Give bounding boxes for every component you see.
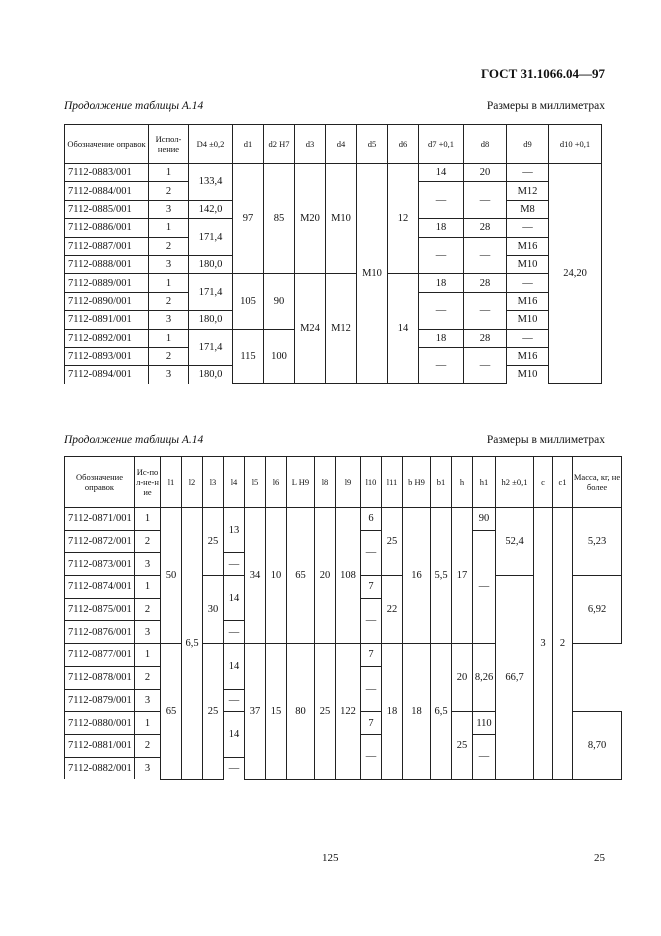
cell: M10: [507, 311, 549, 329]
code-cell: 7112-0871/001: [65, 508, 135, 531]
cell: —: [224, 757, 245, 779]
cell: 18: [403, 644, 431, 780]
cell: —: [361, 734, 382, 779]
col-header: l11: [382, 457, 403, 508]
isp-cell: 3: [135, 689, 161, 712]
code-cell: 7112-0880/001: [65, 712, 135, 735]
isp-cell: 2: [149, 237, 189, 255]
col-header: h1: [473, 457, 496, 508]
cell: 10: [266, 508, 287, 644]
cell: 2: [553, 508, 573, 780]
cell: 108: [336, 508, 361, 644]
cell: 17: [452, 508, 473, 644]
code-cell: 7112-0878/001: [65, 666, 135, 689]
isp-cell: 3: [135, 553, 161, 576]
cell: M10: [326, 164, 357, 274]
cell: 6,5: [431, 644, 452, 780]
cell: —: [361, 530, 382, 575]
table-row: [65, 508, 622, 531]
isp-cell: 3: [149, 311, 189, 329]
cell: M12: [507, 182, 549, 200]
code-cell: 7112-0877/001: [65, 644, 135, 667]
code-cell: 7112-0882/001: [65, 757, 135, 779]
cell: M16: [507, 347, 549, 365]
table1: [64, 124, 602, 384]
cell: —: [419, 182, 464, 219]
cell: 90: [264, 274, 295, 329]
isp-cell: 1: [149, 219, 189, 237]
code-cell: 7112-0892/001: [65, 329, 149, 347]
cell: 13: [224, 508, 245, 553]
cell: 20: [315, 508, 336, 644]
cell: 30: [203, 576, 224, 644]
code-cell: 7112-0872/001: [65, 530, 135, 553]
cell: M10: [507, 255, 549, 273]
isp-cell: 2: [149, 347, 189, 365]
document-header: ГОСТ 31.1066.04—97: [480, 66, 605, 81]
cell: 14: [224, 712, 245, 757]
col-header: c1: [553, 457, 573, 508]
cell: 8,26: [473, 644, 496, 712]
cell: 65: [161, 644, 182, 780]
col-header: l1: [161, 457, 182, 508]
cell: 28: [464, 219, 507, 237]
col-header: l3: [203, 457, 224, 508]
isp-cell: 3: [135, 757, 161, 779]
cell: 66,7: [496, 576, 534, 780]
code-cell: 7112-0879/001: [65, 689, 135, 712]
col-header: Обозначение оправок: [65, 457, 135, 508]
cell: —: [419, 292, 464, 329]
isp-cell: 1: [135, 576, 161, 599]
cell: —: [464, 347, 507, 383]
col-header: d8: [464, 125, 507, 164]
cell: 171,4: [189, 329, 233, 366]
isp-cell: 3: [149, 255, 189, 273]
isp-cell: 3: [135, 621, 161, 644]
cell: 6,5: [182, 508, 203, 780]
cell: 180,0: [189, 366, 233, 384]
cell: 15: [266, 644, 287, 780]
col-header: l9: [336, 457, 361, 508]
col-header: b1: [431, 457, 452, 508]
cell: 18: [419, 219, 464, 237]
cell: 171,4: [189, 219, 233, 256]
isp-cell: 2: [135, 598, 161, 621]
page-number-right: 25: [594, 852, 605, 864]
isp-cell: 1: [135, 508, 161, 531]
cell: —: [224, 689, 245, 712]
col-header: Обозначение оправок: [65, 125, 149, 164]
cell: 6: [361, 508, 382, 531]
code-cell: 7112-0887/001: [65, 237, 149, 255]
cell: —: [361, 598, 382, 643]
page-number-center: 125: [322, 852, 339, 864]
col-header: l10: [361, 457, 382, 508]
code-cell: 7112-0889/001: [65, 274, 149, 292]
cell: 52,4: [496, 508, 534, 576]
cell: —: [464, 292, 507, 329]
col-header: l2: [182, 457, 203, 508]
code-cell: 7112-0894/001: [65, 366, 149, 384]
col-header: d4: [326, 125, 357, 164]
cell: 171,4: [189, 274, 233, 311]
col-header: Масса, кг, не более: [573, 457, 622, 508]
cell: 7: [361, 644, 382, 667]
cell: 142,0: [189, 200, 233, 218]
cell: 28: [464, 329, 507, 347]
cell: 133,4: [189, 164, 233, 201]
table2-header-row: [65, 457, 622, 508]
cell: 18: [382, 644, 403, 780]
table1-caption: Продолжение таблицы А.14: [64, 100, 204, 112]
cell: —: [507, 164, 549, 182]
cell: M10: [357, 164, 388, 384]
code-cell: 7112-0886/001: [65, 219, 149, 237]
code-cell: 7112-0883/001: [65, 164, 149, 182]
cell: 25: [315, 644, 336, 780]
cell: M12: [326, 274, 357, 384]
cell: M24: [295, 274, 326, 384]
isp-cell: 2: [135, 666, 161, 689]
code-cell: 7112-0890/001: [65, 292, 149, 310]
col-header: d2 H7: [264, 125, 295, 164]
table2-caption: Продолжение таблицы А.14: [64, 434, 204, 446]
cell: —: [224, 621, 245, 644]
cell: 3: [534, 508, 553, 780]
cell: 25: [452, 712, 473, 780]
code-cell: 7112-0874/001: [65, 576, 135, 599]
col-header: d7 +0,1: [419, 125, 464, 164]
code-cell: 7112-0884/001: [65, 182, 149, 200]
cell: —: [507, 329, 549, 347]
col-header: h2 ±0,1: [496, 457, 534, 508]
col-header: d1: [233, 125, 264, 164]
cell: —: [419, 347, 464, 383]
cell: 37: [245, 644, 266, 780]
cell: 25: [203, 644, 224, 780]
col-header: d6: [388, 125, 419, 164]
cell: 122: [336, 644, 361, 780]
code-cell: 7112-0873/001: [65, 553, 135, 576]
isp-cell: 2: [149, 182, 189, 200]
cell: 105: [233, 274, 264, 329]
col-header: d5: [357, 125, 388, 164]
cell: 14: [419, 164, 464, 182]
col-header: l4: [224, 457, 245, 508]
isp-cell: 3: [149, 200, 189, 218]
cell: 25: [382, 508, 403, 576]
cell: —: [224, 553, 245, 576]
code-cell: 7112-0888/001: [65, 255, 149, 273]
cell: —: [473, 530, 496, 643]
cell: M20: [295, 164, 326, 274]
col-header: l5: [245, 457, 266, 508]
code-cell: 7112-0876/001: [65, 621, 135, 644]
cell: 180,0: [189, 311, 233, 329]
cell: —: [464, 237, 507, 274]
cell: —: [507, 274, 549, 292]
cell: 18: [419, 329, 464, 347]
col-header: l6: [266, 457, 287, 508]
cell: 85: [264, 164, 295, 274]
cell: M10: [507, 366, 549, 384]
cell: 90: [473, 508, 496, 531]
cell: 16: [403, 508, 431, 644]
col-header: L H9: [287, 457, 315, 508]
cell: 28: [464, 274, 507, 292]
cell: 12: [388, 164, 419, 274]
code-cell: 7112-0891/001: [65, 311, 149, 329]
cell: 22: [382, 576, 403, 644]
cell: —: [361, 666, 382, 711]
code-cell: 7112-0885/001: [65, 200, 149, 218]
code-cell: 7112-0881/001: [65, 734, 135, 757]
cell: 80: [287, 644, 315, 780]
cell: 18: [419, 274, 464, 292]
isp-cell: 2: [149, 292, 189, 310]
table1-header-row: [65, 125, 602, 164]
col-header: d10 +0,1: [549, 125, 602, 164]
cell: 25: [203, 508, 224, 576]
cell: 7: [361, 576, 382, 599]
isp-cell: 1: [135, 712, 161, 735]
cell: 50: [161, 508, 182, 644]
cell: —: [507, 219, 549, 237]
cell: 65: [287, 508, 315, 644]
isp-cell: 1: [149, 274, 189, 292]
col-header: d3: [295, 125, 326, 164]
cell: 34: [245, 508, 266, 644]
table2: [64, 456, 622, 780]
col-header: b H9: [403, 457, 431, 508]
cell: —: [419, 237, 464, 274]
isp-cell: 1: [135, 644, 161, 667]
cell: 5,5: [431, 508, 452, 644]
cell: 7: [361, 712, 382, 735]
isp-cell: 3: [149, 366, 189, 384]
cell: 14: [224, 576, 245, 621]
table-row: [65, 164, 602, 182]
col-header: Ис-пол-не-ние: [135, 457, 161, 508]
cell: 6,92: [573, 576, 622, 644]
code-cell: 7112-0875/001: [65, 598, 135, 621]
col-header: d9: [507, 125, 549, 164]
col-header: Испол-нение: [149, 125, 189, 164]
col-header: h: [452, 457, 473, 508]
cell: —: [473, 734, 496, 779]
cell: 100: [264, 329, 295, 384]
isp-cell: 2: [135, 734, 161, 757]
cell: 20: [452, 644, 473, 712]
cell: 8,70: [573, 712, 622, 780]
cell: 115: [233, 329, 264, 384]
cell: M8: [507, 200, 549, 218]
cell: 5,23: [573, 508, 622, 576]
cell: 14: [388, 274, 419, 384]
isp-cell: 1: [149, 164, 189, 182]
table1-units: Размеры в миллиметрах: [486, 100, 605, 112]
col-header: D4 ±0,2: [189, 125, 233, 164]
cell: —: [464, 182, 507, 219]
cell: M16: [507, 292, 549, 310]
cell: M16: [507, 237, 549, 255]
code-cell: 7112-0893/001: [65, 347, 149, 365]
cell: 110: [473, 712, 496, 735]
table-row: [65, 274, 602, 292]
cell: 180,0: [189, 255, 233, 273]
cell: 14: [224, 644, 245, 689]
col-header: l8: [315, 457, 336, 508]
table2-units: Размеры в миллиметрах: [486, 434, 605, 446]
cell: 97: [233, 164, 264, 274]
cell: 24,20: [549, 164, 602, 384]
isp-cell: 2: [135, 530, 161, 553]
isp-cell: 1: [149, 329, 189, 347]
cell: 20: [464, 164, 507, 182]
col-header: c: [534, 457, 553, 508]
